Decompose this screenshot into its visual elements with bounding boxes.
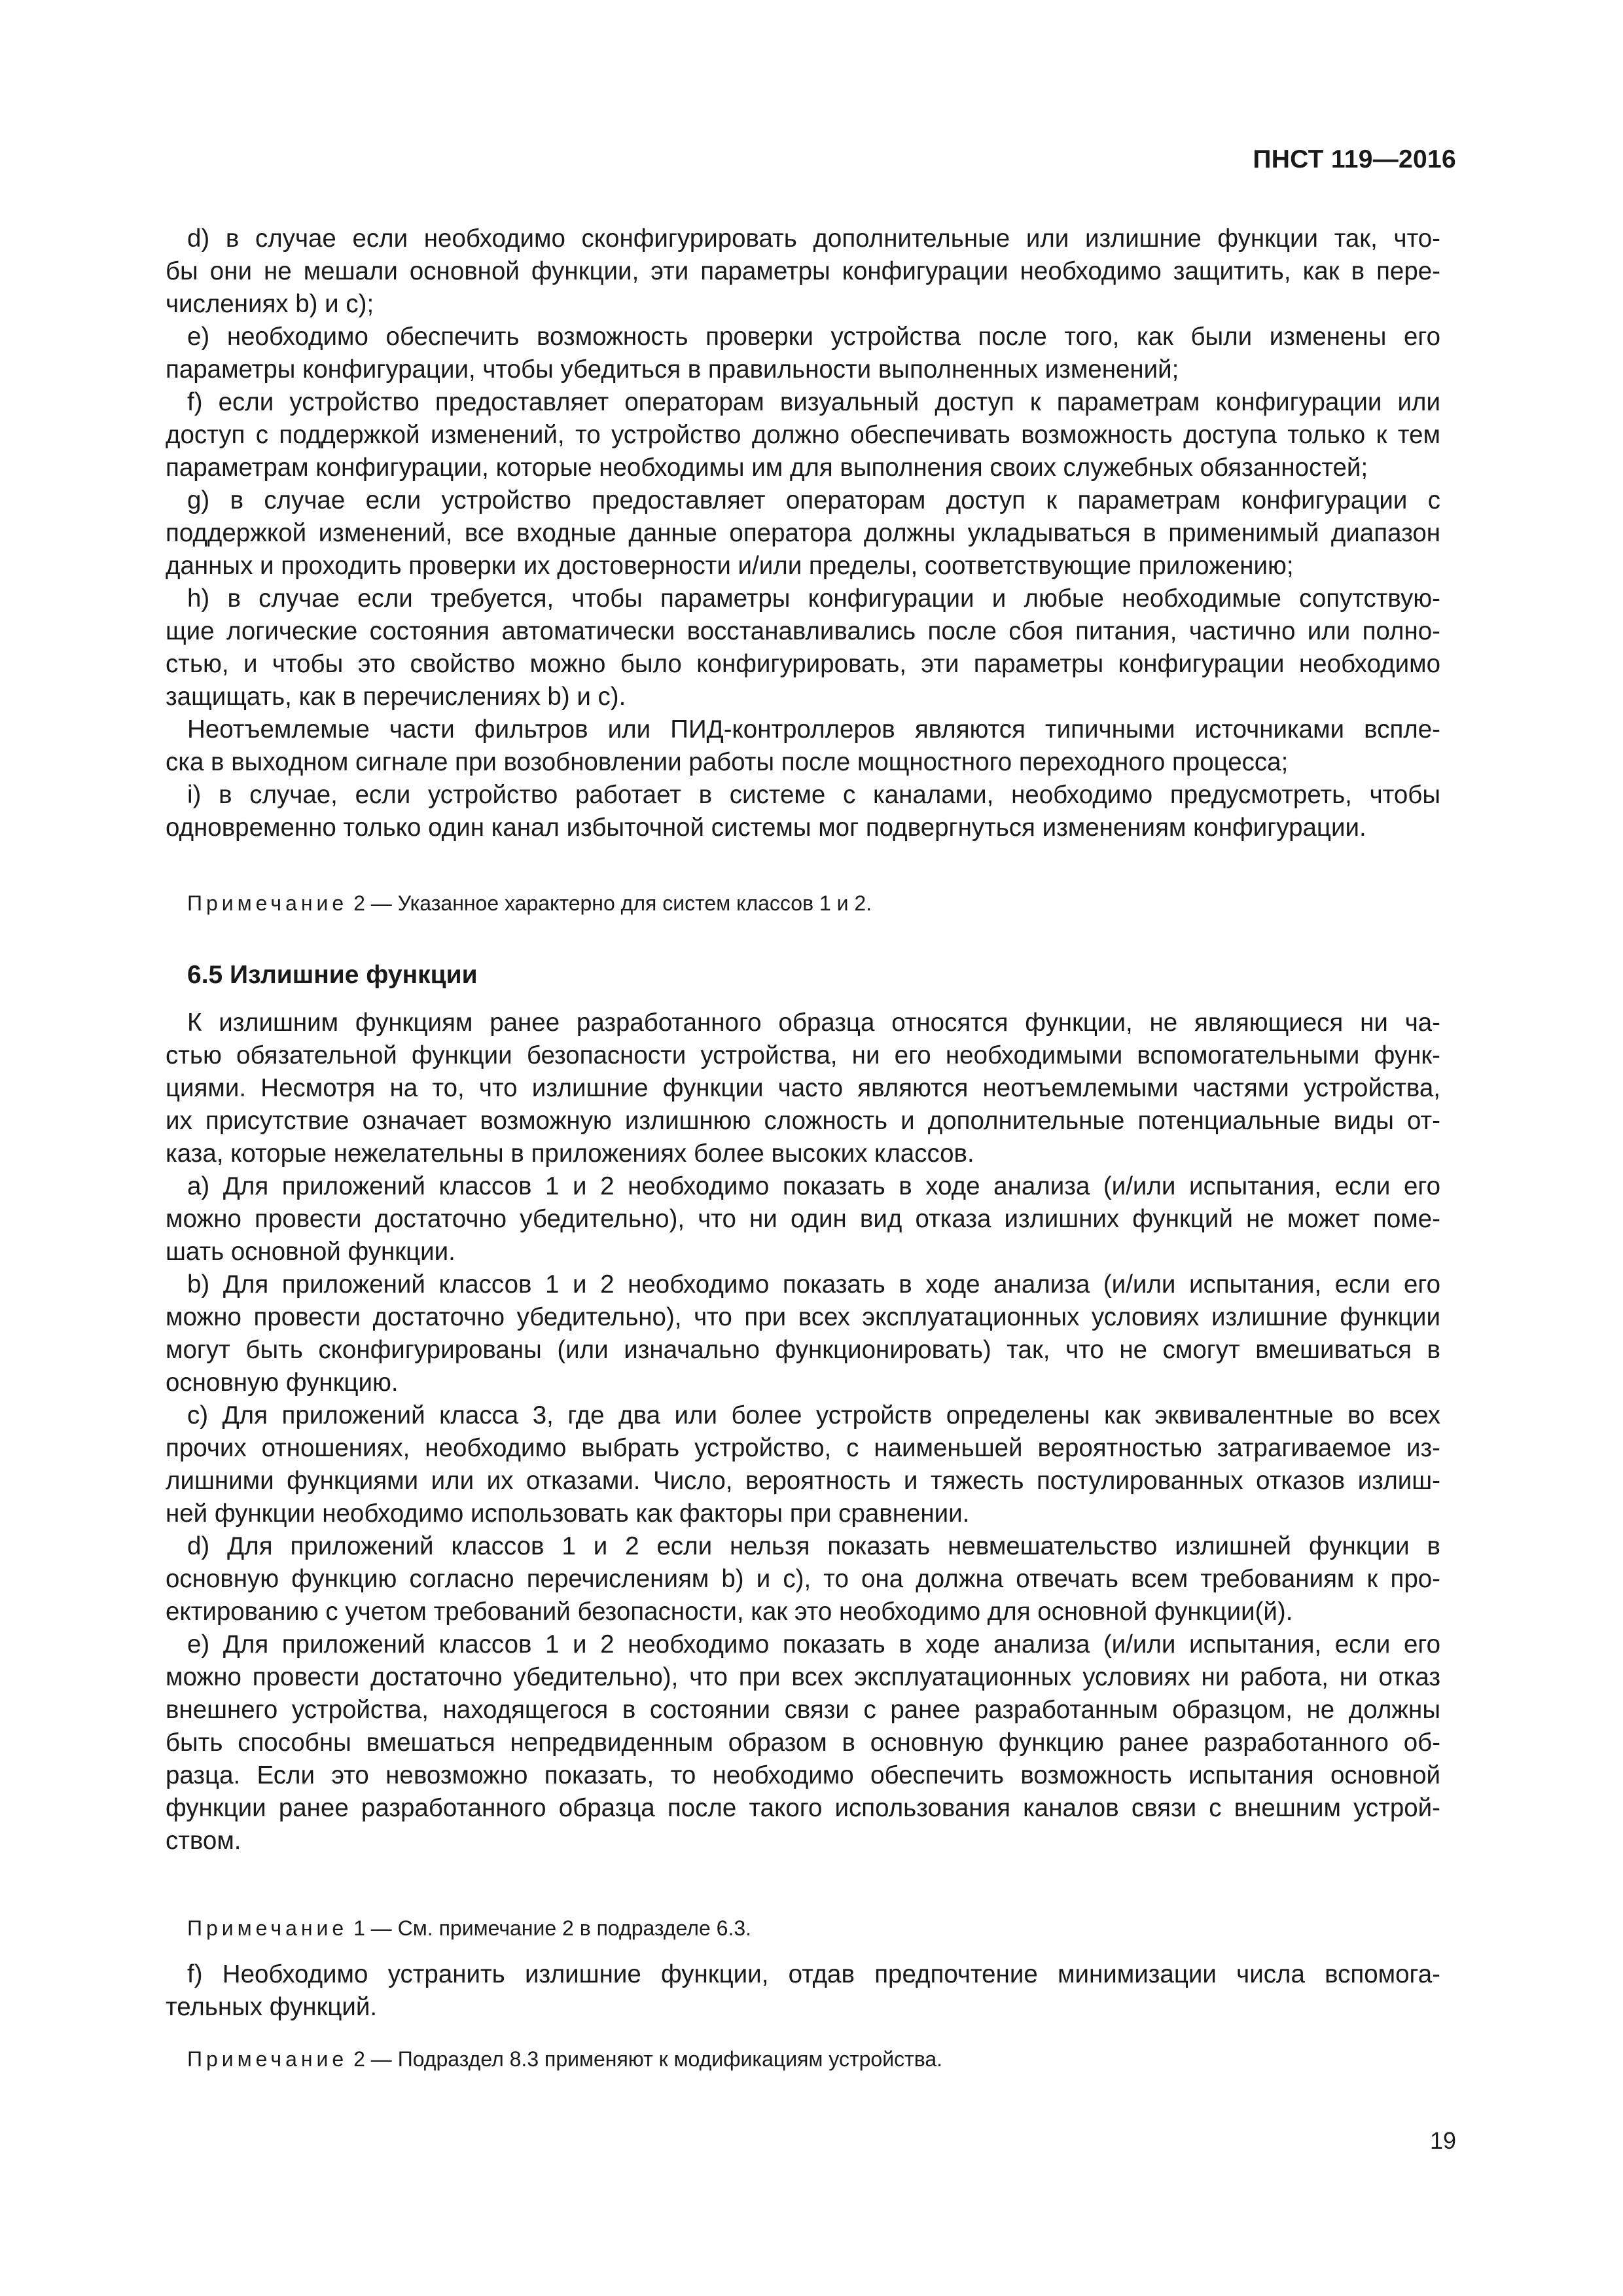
paragraph-block-2	[166, 1007, 1440, 1857]
text-line: d) в случае если необходимо сконфигурировать дополнительные или излишние функции так, что-	[187, 224, 1440, 253]
text-line: поддержкой изменений, все входные данные оператора должны укладываться в применимый диапазон	[166, 519, 1440, 547]
text-line: лишними функциями или их отказами. Число, вероятность и тяжесть постулированных отказов излиш-	[166, 1467, 1440, 1495]
page-number: 19	[1429, 2127, 1456, 2154]
note-text: 1 — См. примечание 2 в подразделе 6.3.	[348, 1916, 752, 1940]
text-line: ска в выходном сигнале при возобновлении работы после мощностного переходного процесса;	[166, 748, 1289, 776]
text-line: i) в случае, если устройство работает в системе с каналами, необходимо предусмотреть, чтобы	[187, 781, 1440, 809]
note-label: Примечание	[187, 2047, 348, 2071]
text-line: разца. Если это невозможно показать, то необходимо обеспечить возможность испытания основной	[166, 1761, 1440, 1789]
note-text: 2 — Подраздел 8.3 применяют к модификациям устройства.	[348, 2047, 943, 2071]
text-line: защищать, как в перечислениях b) и c).	[166, 683, 626, 711]
text-line: числениях b) и c);	[166, 290, 374, 318]
text-line: стью обязательной функции безопасности устройства, ни его необходимыми вспомогательными функ-	[166, 1041, 1440, 1069]
text-line: b) Для приложений классов 1 и 2 необходимо показать в ходе анализа (и/или испытания, если его	[187, 1270, 1440, 1299]
text-line: можно провести достаточно убедительно), что при всех эксплуатационных условиях излишние функции	[166, 1303, 1440, 1331]
text-line: f) Необходимо устранить излишние функции, отдав предпочтение минимизации числа вспомога-	[187, 1960, 1440, 1988]
text-line: d) Для приложений классов 1 и 2 если нельзя показать невмешательство излишней функции в	[187, 1532, 1440, 1560]
note-3	[187, 2045, 942, 2073]
text-line: ством.	[166, 1827, 241, 1855]
text-line: данных и проходить проверки их достоверности и/или пределы, соответствующие приложению;	[166, 552, 1294, 580]
section-heading: 6.5 Излишние функции	[187, 961, 478, 989]
text-line: тельных функций.	[166, 1993, 378, 2021]
text-line: бы они не мешали основной функции, эти параметры конфигурации необходимо защитить, как в пере-	[166, 257, 1440, 285]
note-1	[187, 889, 872, 918]
text-line: можно провести достаточно убедительно), что ни один вид отказа излишних функций не может поме-	[166, 1205, 1440, 1233]
note-label: Примечание	[187, 891, 348, 915]
text-line: можно провести достаточно убедительно), что при всех эксплуатационных условиях ни работа, ни отказ	[166, 1663, 1440, 1691]
text-line: c) Для приложений класса 3, где два или более устройств определены как эквивалентные во всех	[187, 1401, 1440, 1429]
text-line: Неотъемлемые части фильтров или ПИД-контроллеров являются типичными источниками вспле-	[187, 715, 1440, 744]
note-label: Примечание	[187, 1916, 348, 1940]
text-line: e) необходимо обеспечить возможность проверки устройства после того, как были изменены его	[187, 323, 1440, 351]
note-2	[187, 1914, 751, 1943]
text-line: внешнего устройства, находящегося в состоянии связи с ранее разработанным образцом, не должны	[166, 1696, 1440, 1724]
text-line: a) Для приложений классов 1 и 2 необходимо показать в ходе анализа (и/или испытания, если его	[187, 1172, 1440, 1200]
text-line: каза, которые нежелательны в приложениях более высоких классов.	[166, 1139, 974, 1168]
text-line: быть способны вмешаться непредвиденным образом в основную функцию ранее разработанного об-	[166, 1729, 1440, 1757]
text-line: основную функцию согласно перечислениям b) и c), то она должна отвечать всем требованиям к про-	[166, 1565, 1440, 1593]
text-line: основную функцию.	[166, 1369, 399, 1397]
text-line: f) если устройство предоставляет операторам визуальный доступ к параметрам конфигурации или	[187, 388, 1440, 416]
text-line: одновременно только один канал избыточной системы мог подвергнуться изменениям конфигурации.	[166, 814, 1366, 842]
note-text: 2 — Указанное характерно для систем классов 1 и 2.	[348, 891, 872, 915]
text-line: шать основной функции.	[166, 1238, 455, 1266]
text-line: циями. Несмотря на то, что излишние функции часто являются неотъемлемыми частями устройства,	[166, 1074, 1440, 1102]
paragraph-block-1	[166, 223, 1440, 844]
paragraph-block-3	[166, 1958, 1440, 2024]
text-line: e) Для приложений классов 1 и 2 необходимо показать в ходе анализа (и/или испытания, если его	[187, 1630, 1440, 1659]
text-line: их присутствие означает возможную излишнюю сложность и дополнительные потенциальные виды от-	[166, 1107, 1440, 1135]
text-line: h) в случае если требуется, чтобы параметры конфигурации и любые необходимые сопутствую-	[187, 584, 1440, 613]
text-line: g) в случае если устройство предоставляет операторам доступ к параметрам конфигурации с	[187, 486, 1440, 514]
text-line: параметрам конфигурации, которые необходимы им для выполнения своих служебных обязанностей;	[166, 454, 1368, 482]
text-line: доступ с поддержкой изменений, то устройство должно обеспечивать возможность доступа только к тем	[166, 421, 1440, 449]
text-line: стью, и чтобы это свойство можно было конфигурировать, эти параметры конфигурации необходимо	[166, 650, 1440, 678]
text-line: щие логические состояния автоматически восстанавливались после сбоя питания, частично или полно-	[166, 617, 1440, 645]
text-line: ектированию с учетом требований безопасности, как это необходимо для основной функции(й).	[166, 1598, 1293, 1626]
text-line: могут быть сконфигурированы (или изначально функционировать) так, что не смогут вмешиваться в	[166, 1336, 1440, 1364]
text-line: прочих отношениях, необходимо выбрать устройство, с наименьшей вероятностью затрагиваемое из-	[166, 1434, 1440, 1462]
text-line: параметры конфигурации, чтобы убедиться в правильности выполненных изменений;	[166, 355, 1179, 384]
standard-id: ПНСТ 119—2016	[1253, 145, 1456, 173]
text-line: ней функции необходимо использовать как факторы при сравнении.	[166, 1499, 970, 1528]
text-line: К излишним функциям ранее разработанного образца относятся функции, не являющиеся ни ча-	[187, 1009, 1440, 1037]
text-line: функции ранее разработанного образца после такого использования каналов связи с внешним устрой-	[166, 1794, 1440, 1822]
